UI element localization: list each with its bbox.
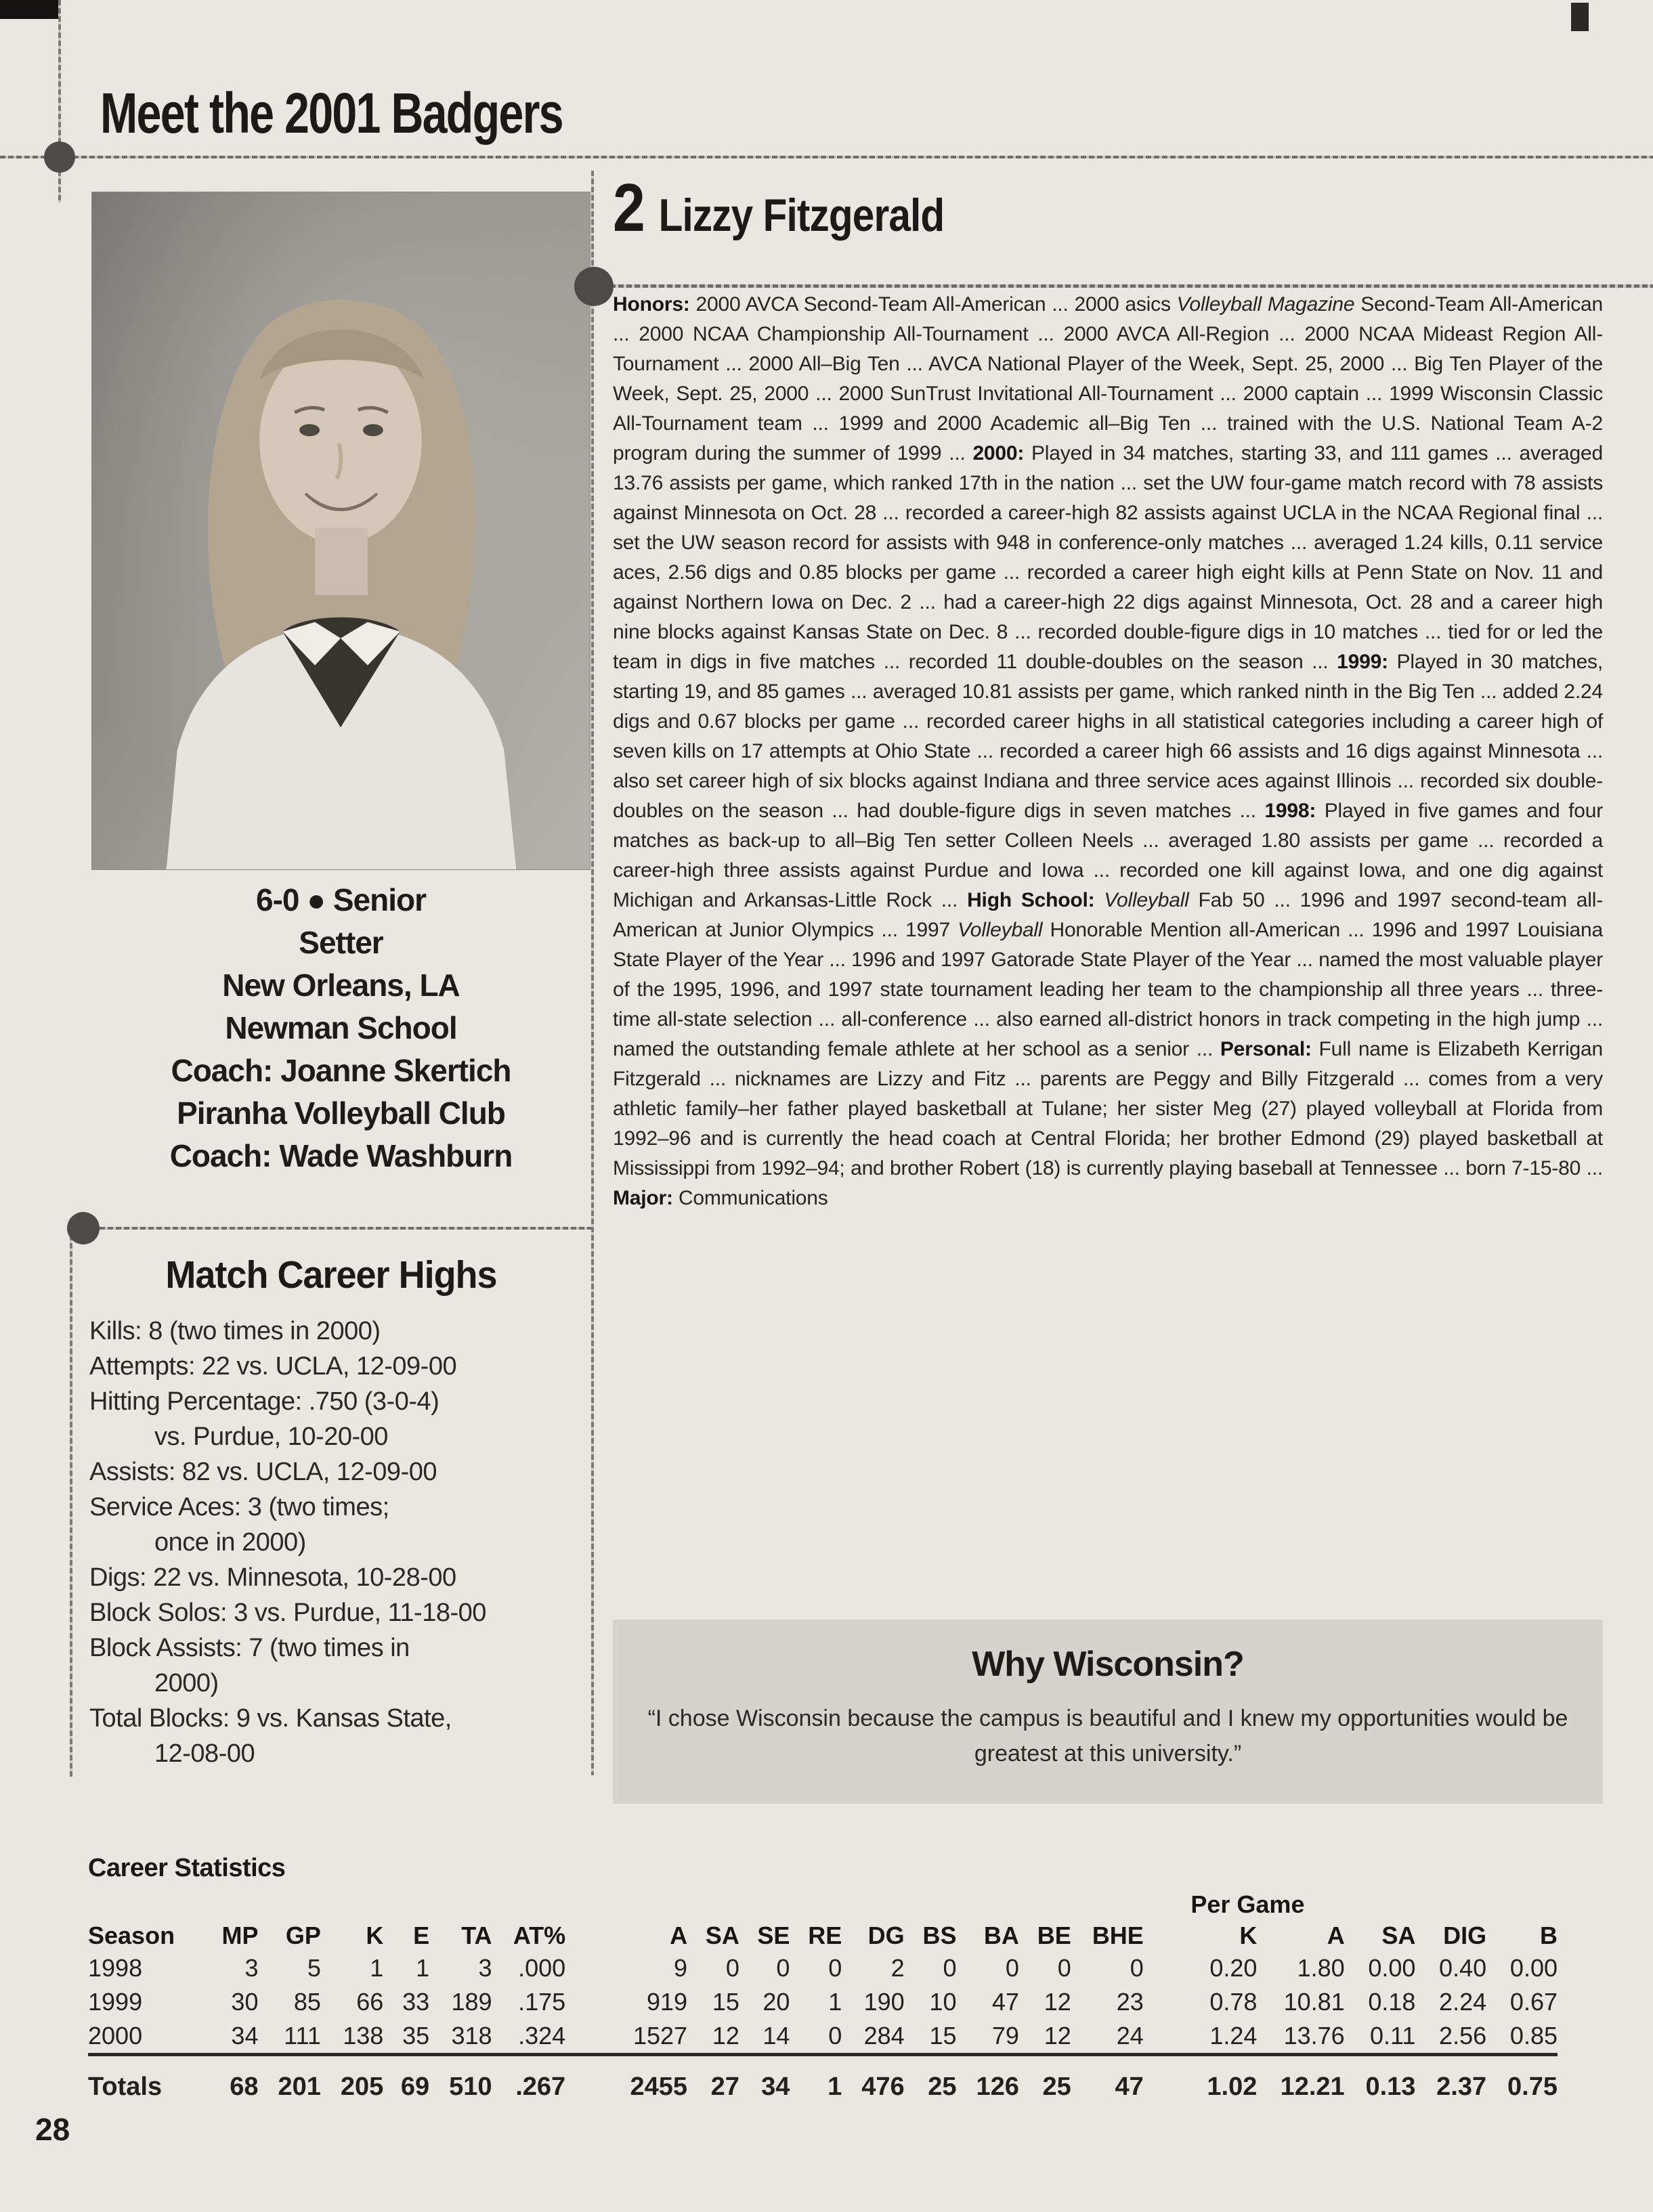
- stats-cell: 30: [231, 1988, 259, 2016]
- career-high-item: [89, 1595, 584, 1630]
- column-divider-rule: [591, 171, 594, 1775]
- stats-cell: 2.56: [1439, 2022, 1487, 2050]
- stats-column-header: BS: [922, 1922, 957, 1949]
- stats-cell: 47: [1071, 2055, 1144, 2104]
- stats-cell: 0.00: [1509, 1954, 1558, 1982]
- player-portrait-photo: [91, 192, 591, 870]
- stats-cell: 2455: [565, 2055, 687, 2104]
- stats-cell: 15: [712, 1988, 739, 2016]
- bio-section-label: 1999:: [1337, 651, 1397, 673]
- bio-text-segment: Honorable Mention all-American ... 1996 and 1997 Louisiana State Player of the Year ... 1996 and 1997 Gatorade State Player of the Year ... named the most valuable player of the 1995, 1996, and 1997 state tournament leading her team to the championship all three years ... three-time all-state selection ... all-conference ... also earned all-district honors in track competing in the high jump ... named the outstanding female athlete at her school as a senior ...: [613, 919, 1603, 1060]
- stats-column-header: A: [1327, 1922, 1345, 1949]
- stats-cell: 0.20: [1209, 1954, 1258, 1982]
- career-statistics-table: [88, 1889, 1558, 2104]
- stats-cell: 25: [1019, 2055, 1071, 2104]
- stats-column-header: A: [670, 1922, 688, 1949]
- stats-cell: 24: [1116, 2022, 1144, 2050]
- bio-section-label: High School:: [967, 889, 1104, 911]
- stats-cell: 14: [763, 2022, 790, 2050]
- career-high-line: Kills: 8 (two times in 2000): [89, 1317, 381, 1345]
- stats-cell: 201: [258, 2055, 320, 2104]
- bio-text-segment: Played in 34 matches, starting 33, and 111 games ... averaged 13.76 assists per game, which ranked 17th in the nation ... set the UW four-game match record with 78 assists against Minnesota on Oct. 28 ... recorded a career-high 82 assists against UCLA in the NCAA Regional final ... set the UW season record for assists with 948 in conference-only matches ... averaged 1.24 kills, 0.11 service aces, 2.56 digs and 0.85 blocks per game ... recorded a career high eight kills at Penn State on Nov. 11 and against Northern Iowa on Dec. 2 ... had a career-high 22 digs against Minnesota, Oct. 28 and a career high nine blocks against Kansas State on Dec. 8 ... recorded double-figure digs in 10 matches ... tied for or led the team in digs in five matches ... recorded 11 double-doubles on the season ...: [613, 442, 1603, 673]
- stats-cell: 35: [402, 2022, 430, 2050]
- bio-section-label: 2000:: [972, 442, 1031, 464]
- career-high-item: [89, 1314, 584, 1349]
- bio-text-segment: 2000 AVCA Second-Team All-American ... 2000 asics: [695, 293, 1177, 316]
- stats-cell: 0.13: [1345, 2055, 1416, 2104]
- stats-cell: .324: [518, 2022, 566, 2050]
- player-vital-line: Newman School: [225, 1010, 457, 1045]
- stats-cell: 0: [1057, 1954, 1071, 1982]
- bio-section-label: Major:: [613, 1187, 679, 1209]
- stats-cell: 0: [828, 1954, 842, 1982]
- stats-cell: .267: [492, 2055, 566, 2104]
- stats-cell: 10: [929, 1988, 957, 2016]
- stats-column-header: B: [1540, 1922, 1558, 1949]
- stats-cell: 318: [451, 2022, 492, 2050]
- stats-cell: 1.80: [1297, 1954, 1345, 1982]
- stats-cell: 68: [203, 2055, 258, 2104]
- stats-cell: 919: [646, 1988, 688, 2016]
- stats-cell: 0.78: [1209, 1988, 1258, 2016]
- stats-cell: 0.40: [1439, 1954, 1487, 1982]
- stats-cell: 1: [790, 2055, 842, 2104]
- stats-cell: 12.21: [1257, 2055, 1344, 2104]
- stats-cell: 0: [776, 1954, 790, 1982]
- bio-section-label: Personal:: [1220, 1038, 1319, 1060]
- stats-cell: 284: [863, 2022, 905, 2050]
- stats-cell: 34: [231, 2022, 259, 2050]
- stats-totals-row: [88, 2055, 1558, 2104]
- header-rule: [0, 156, 1653, 158]
- career-high-item: [89, 1490, 584, 1560]
- player-vitals: [91, 879, 591, 1177]
- stats-cell: 138: [343, 2022, 384, 2050]
- player-bio-text: [613, 290, 1603, 1213]
- header-vertical-rule: [58, 0, 61, 203]
- stats-cell: 1: [416, 1954, 430, 1982]
- stats-cell: 47: [991, 1988, 1019, 2016]
- career-highs-title: Match Career Highs: [165, 1253, 497, 1297]
- bio-text-segment: Communications: [678, 1187, 828, 1209]
- header-dot-ornament: [44, 142, 75, 173]
- stats-cell: 0.18: [1368, 1988, 1416, 2016]
- career-highs-top-rule: [83, 1227, 591, 1230]
- career-high-line: Block Assists: 7 (two times in: [89, 1634, 410, 1662]
- player-name-heading: [613, 169, 998, 247]
- stats-column-header: K: [366, 1922, 384, 1949]
- stats-cell: 1.02: [1144, 2055, 1258, 2104]
- career-highs-list: [89, 1314, 584, 1771]
- player-vital-line: New Orleans, LA: [222, 968, 460, 1003]
- page-title: Meet the 2001 Badgers: [100, 81, 563, 146]
- career-high-item: [89, 1349, 584, 1384]
- stats-column-header: MP: [221, 1922, 259, 1949]
- stats-cell: 85: [293, 1988, 321, 2016]
- player-portrait-illustration: [92, 192, 590, 869]
- career-high-line: Total Blocks: 9 vs. Kansas State,: [89, 1704, 452, 1733]
- career-high-line: vs. Purdue, 10-20-00: [154, 1423, 388, 1451]
- stats-cell: 69: [383, 2055, 429, 2104]
- bio-text-segment: Fab 50 ... 1996 and 1997 second-team all-American at Junior Olympics ... 1997: [613, 889, 1603, 941]
- stats-cell: 12: [712, 2022, 739, 2050]
- stats-cell: 0.00: [1368, 1954, 1416, 1982]
- career-high-line: Digs: 22 vs. Minnesota, 10-28-00: [89, 1563, 456, 1592]
- career-high-line: once in 2000): [154, 1528, 306, 1557]
- stats-header-spacer: [88, 1889, 1144, 1920]
- stats-cell: 476: [842, 2055, 904, 2104]
- career-high-item: [89, 1384, 584, 1454]
- player-full-name: Lizzy Fitzgerald: [658, 190, 945, 241]
- stats-cell: 0: [1130, 1954, 1144, 1982]
- stats-cell: 1: [828, 1988, 842, 2016]
- bio-text-segment: Full name is Elizabeth Kerrigan Fitzgerald ... nicknames are Lizzy and Fitz ... parents are Peggy and Billy Fitzgerald ... comes from a very athletic family–her father played basketball at Tulane; her sister Meg (27) played volleyball at Florida from 1992–96 and is currently the head coach at Central Florida; her brother Edmond (29) played basketball at Mississippi from 1992–94; and brother Robert (18) is currently playing baseball at Tennessee ... born 7-15-80 ...: [613, 1038, 1603, 1179]
- career-high-item: [89, 1454, 584, 1490]
- why-wisconsin-quote: “I chose Wisconsin because the campus is beautiful and I knew my opportunities would be greatest at this university.”: [647, 1706, 1568, 1766]
- stats-cell: 10.81: [1283, 1988, 1345, 2016]
- stats-season-row: [88, 2019, 1558, 2055]
- stats-cell: 510: [429, 2055, 492, 2104]
- bio-text-segment: Volleyball: [1104, 889, 1189, 911]
- stats-cell: 1998: [88, 1954, 143, 1982]
- name-underline-rule: [594, 284, 1653, 288]
- stats-cell: 3: [478, 1954, 492, 1982]
- career-high-item: [89, 1560, 584, 1595]
- stats-cell: 2.37: [1415, 2055, 1486, 2104]
- stats-cell: 5: [307, 1954, 321, 1982]
- career-high-line: Attempts: 22 vs. UCLA, 12-09-00: [89, 1352, 457, 1381]
- stats-cell: 23: [1116, 1988, 1144, 2016]
- stats-cell: 0: [828, 2022, 842, 2050]
- stats-cell: 190: [863, 1988, 905, 2016]
- player-vital-line: Piranha Volleyball Club: [177, 1096, 505, 1131]
- stats-cell: 1527: [632, 2022, 688, 2050]
- stats-column-header: TA: [461, 1922, 492, 1949]
- print-registration-mark: [0, 0, 58, 19]
- career-high-line: Service Aces: 3 (two times;: [89, 1493, 389, 1521]
- career-statistics-table-wrap: [88, 1889, 1558, 2104]
- player-vital-line: Coach: Wade Washburn: [169, 1138, 513, 1173]
- stats-cell: Totals: [88, 2055, 203, 2104]
- stats-cell: 1: [370, 1954, 384, 1982]
- stats-cell: 66: [356, 1988, 384, 2016]
- player-jersey-number: 2: [613, 170, 644, 246]
- career-high-item: [89, 1701, 584, 1771]
- stats-cell: 111: [284, 2022, 321, 2050]
- stats-cell: 20: [763, 1988, 790, 2016]
- career-statistics-heading: Career Statistics: [88, 1854, 286, 1882]
- stats-cell: 25: [905, 2055, 957, 2104]
- stats-cell: 126: [956, 2055, 1018, 2104]
- stats-cell: 27: [687, 2055, 739, 2104]
- stats-column-header: BE: [1037, 1922, 1071, 1949]
- per-game-group-label: Per Game: [1190, 1890, 1305, 1918]
- stats-cell: 9: [674, 1954, 688, 1982]
- bio-text-segment: Volleyball: [958, 919, 1043, 941]
- bio-text-segment: Played in 30 matches, starting 19, and 85 games ... averaged 10.81 assists per game, which ranked ninth in the Big Ten ... added 2.24 digs and 0.67 blocks per game ... recorded career highs in all statistical categories including a career high of seven kills on 17 attempts at Ohio State ... recorded a career high 66 assists and 16 digs against Minnesota ... also set career high of six blocks against Indiana and three service aces against Illinois ... recorded six double-doubles on the season ... had double-figure digs in seven matches ...: [613, 651, 1603, 822]
- career-highs-dot-ornament: [67, 1212, 100, 1244]
- bio-section-label: 1998:: [1264, 800, 1325, 822]
- stats-cell: 0: [725, 1954, 739, 1982]
- page-number: 28: [35, 2112, 70, 2147]
- stats-column-header: DIG: [1443, 1922, 1487, 1949]
- stats-cell: 0.11: [1370, 2022, 1416, 2050]
- stats-column-header: DG: [867, 1922, 905, 1949]
- stats-column-header: E: [413, 1922, 430, 1949]
- bio-text-segment: Second-Team All-American ... 2000 NCAA Championship All-Tournament ... 2000 AVCA All-Region ... 2000 NCAA Mideast Region All-Tournament ... 2000 All–Big Ten ... AVCA National Player of the Week, Sept. 25, 2000 ... Big Ten Player of the Week, Sept. 25, 2000 ... 2000 SunTrust Invitational All-Tournament ... 2000 captain ... 1999 Wisconsin Classic All-Tournament team ... 1999 and 2000 Academic all–Big Ten ... trained with the U.S. National Team A-2 program during the summer of 1999 ...: [613, 293, 1603, 464]
- print-registration-mark: [1571, 3, 1589, 31]
- stats-column-header: K: [1239, 1922, 1258, 1949]
- player-vital-line: 6-0 ● Senior: [256, 882, 426, 917]
- career-high-item: [89, 1630, 584, 1701]
- stats-cell: 0.67: [1509, 1988, 1558, 2016]
- stats-cell: 15: [929, 2022, 957, 2050]
- bio-section-label: Honors:: [613, 293, 696, 316]
- stats-column-header: SE: [757, 1922, 790, 1949]
- stats-column-header: GP: [285, 1922, 321, 1949]
- stats-cell: 12: [1044, 2022, 1071, 2050]
- stats-column-header: BA: [983, 1922, 1019, 1949]
- bio-text-segment: Played in five games and four matches as back-up to all–Big Ten setter Colleen Neels ... averaged 1.80 assists per game ... recorded a career-high three assists against Purdue and Iowa ... recorded one kill against Iowa, and one dig against Michigan and Arkansas-Little Rock ...: [613, 800, 1603, 911]
- stats-cell: 3: [244, 1954, 259, 1982]
- career-high-line: Assists: 82 vs. UCLA, 12-09-00: [89, 1458, 437, 1486]
- stats-season-row: [88, 1951, 1558, 1985]
- career-high-line: 12-08-00: [154, 1739, 255, 1768]
- stats-cell: .000: [518, 1954, 566, 1982]
- name-dot-ornament: [574, 267, 614, 306]
- stats-cell: 0.75: [1486, 2055, 1558, 2104]
- stats-cell: 0: [943, 1954, 957, 1982]
- stats-cell: 1.24: [1209, 2022, 1258, 2050]
- career-highs-left-rule: [70, 1227, 72, 1777]
- stats-cell: 34: [739, 2055, 790, 2104]
- stats-column-header: SA: [705, 1922, 739, 1949]
- stats-cell: 2000: [88, 2022, 143, 2050]
- stats-cell: 205: [321, 2055, 383, 2104]
- stats-cell: 1999: [88, 1988, 143, 2016]
- stats-cell: 189: [451, 1988, 492, 2016]
- bio-text-segment: Volleyball Magazine: [1176, 293, 1355, 316]
- stats-cell: 79: [991, 2022, 1019, 2050]
- stats-season-row: [88, 1985, 1558, 2019]
- stats-cell: 13.76: [1283, 2022, 1345, 2050]
- stats-cell: .175: [518, 1988, 566, 2016]
- why-wisconsin-title: Why Wisconsin?: [972, 1645, 1244, 1684]
- career-high-line: Hitting Percentage: .750 (3-0-4): [89, 1387, 439, 1416]
- stats-column-header: AT%: [513, 1922, 566, 1949]
- stats-column-header: BHE: [1092, 1922, 1144, 1949]
- stats-column-header: SA: [1381, 1922, 1416, 1949]
- stats-column-header: Season: [88, 1922, 175, 1949]
- stats-column-header: RE: [808, 1922, 842, 1949]
- stats-cell: 33: [402, 1988, 430, 2016]
- player-vital-line: Coach: Joanne Skertich: [171, 1053, 511, 1088]
- stats-cell: 0: [1005, 1954, 1019, 1982]
- stats-cell: 2.24: [1439, 1988, 1487, 2016]
- stats-cell: 12: [1044, 1988, 1071, 2016]
- stats-cell: 2: [890, 1954, 905, 1982]
- player-vital-line: Setter: [299, 925, 383, 960]
- career-high-line: 2000): [154, 1669, 219, 1697]
- career-high-line: Block Solos: 3 vs. Purdue, 11-18-00: [89, 1599, 486, 1627]
- stats-cell: 0.85: [1509, 2022, 1558, 2050]
- why-wisconsin-box: [613, 1620, 1603, 1804]
